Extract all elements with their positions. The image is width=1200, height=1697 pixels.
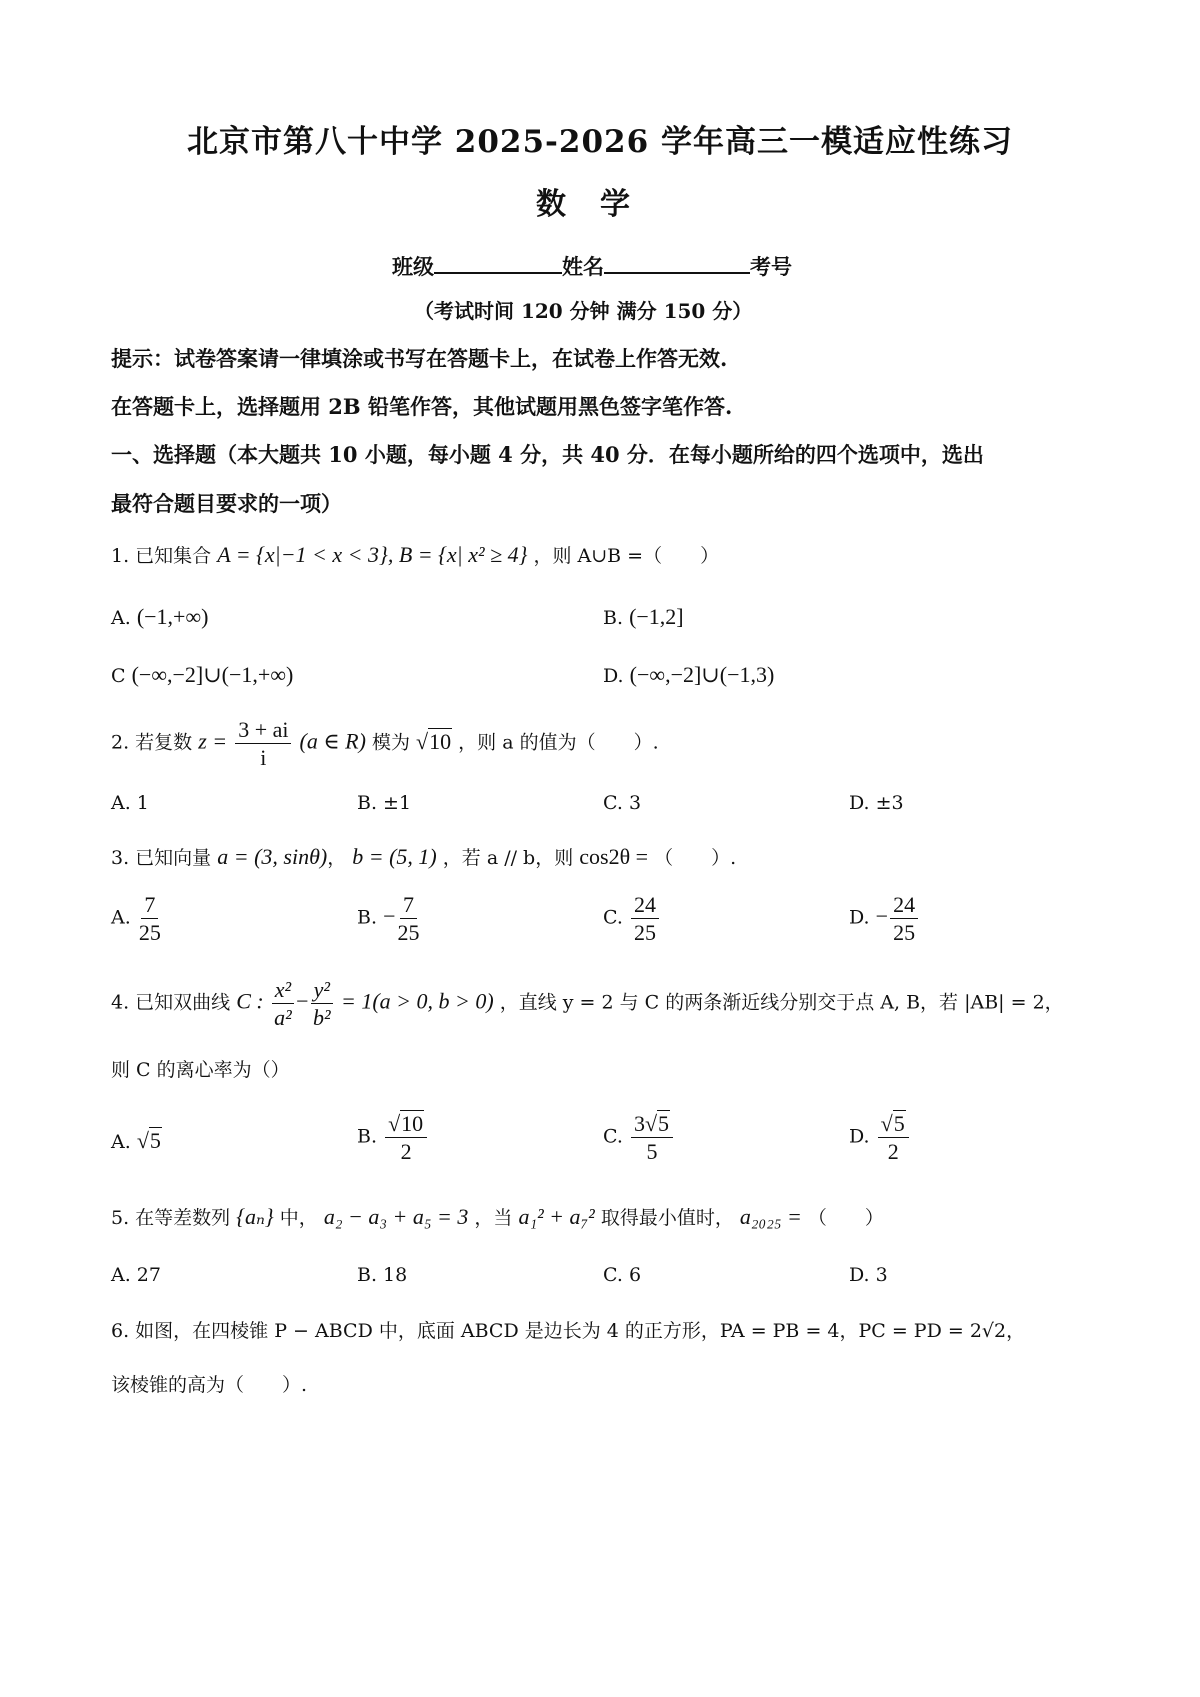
q5-suffix: （ ）	[807, 1207, 884, 1229]
q4-mid: ，直线 y = 2 与 C 的两条渐近线分别交于点 A, B，若 |AB| = 2，	[499, 991, 1064, 1014]
option-fraction	[139, 893, 161, 944]
sqrt-value: 5	[893, 1111, 905, 1136]
frac-den: 25	[893, 920, 916, 946]
frac-den: 25	[138, 920, 161, 946]
q3-option-b[interactable]	[357, 893, 421, 944]
name-blank[interactable]	[604, 250, 750, 274]
q2-mid: 模为	[371, 731, 410, 754]
notice-1: 提示：试卷答案请一律填涂或书写在答题卡上，在试卷上作答无效.	[111, 346, 728, 371]
question-4-stem-cont: 则 C 的离心率为（）	[111, 1059, 290, 1081]
question-6-stem-cont: 该棱锥的高为（ ）.	[111, 1374, 308, 1396]
option-sign: −	[875, 903, 889, 929]
question-4-stem: 4. 已知双曲线 C : $\frac{\text{x²}}{\text{a²}}$ − $\frac{\text{y²}}{\text{b²}}$ = 1(a > 0, b > 0) ，直线 y = 2 与 C 的两条渐近线分别交于点 A, B，若 |AB| = 2，	[111, 977, 1064, 1031]
q5-target: a₂₀₂₅ =	[739, 1204, 802, 1229]
q2-option-c[interactable]: C. 3	[603, 792, 642, 814]
q4-option-c[interactable]	[603, 1112, 675, 1163]
option-value: (−∞,−2]∪(−1,3)	[629, 662, 775, 687]
sqrt-value: 5	[658, 1111, 670, 1136]
q5-mid3: 取得最小值时，	[600, 1207, 734, 1229]
q4-y-den: b²	[312, 1005, 331, 1031]
option-sign: −	[383, 903, 396, 929]
q3-vector-a: a = (3, sinθ)	[217, 844, 328, 869]
q4-y-fraction	[311, 978, 333, 1029]
q4-x-den: a²	[274, 1005, 292, 1031]
exam-info: （考试时间 120 分钟 满分 150 分）	[414, 299, 753, 323]
q2-option-d[interactable]: D. ±3	[849, 792, 904, 814]
q3-cos: cos2θ =	[579, 844, 649, 869]
frac-den: 5	[646, 1139, 658, 1165]
q2-z: z =	[198, 728, 228, 754]
option-value: (−1,+∞)	[136, 604, 209, 629]
q5-option-c[interactable]: C. 6	[603, 1264, 642, 1286]
q4-prefix: 4. 已知双曲线	[111, 991, 231, 1014]
q4-x-num: x²	[272, 978, 294, 1004]
student-info-line	[392, 250, 792, 277]
q3-option-c[interactable]	[603, 893, 661, 944]
sqrt-value: 10	[401, 1111, 424, 1136]
q5-option-a[interactable]: A. 27	[111, 1264, 161, 1286]
frac-num: 7	[400, 893, 417, 919]
option-label: B.	[603, 607, 624, 629]
q4-option-a[interactable]	[111, 1130, 162, 1152]
q1-option-b[interactable]	[603, 606, 684, 628]
name-label: 姓名	[562, 254, 604, 279]
option-value: (−1,2]	[629, 604, 684, 629]
sqrt-value: 5	[149, 1128, 161, 1153]
option-fraction: $\frac{3√5}{5}$	[631, 1112, 673, 1163]
q1-sets: A = {x|−1 < x < 3}, B = {x| x² ≥ 4}	[217, 542, 528, 567]
option-label: B.	[357, 906, 378, 929]
q2-fraction	[235, 718, 291, 769]
notice-2: 在答题卡上，选择题用 2B 铅笔作答，其他试题用黑色签字笔作答.	[111, 394, 733, 419]
q1-suffix: ，则 A∪B =（ ）	[533, 545, 720, 567]
option-fraction: $\frac{√10}{2}$	[385, 1112, 427, 1163]
q1-option-c[interactable]	[111, 664, 293, 686]
exam-subject: 数学	[536, 187, 664, 222]
q1-prefix: 1. 已知集合	[111, 545, 212, 567]
q3-option-d[interactable]	[849, 893, 920, 944]
option-fraction	[631, 893, 659, 944]
q2-suffix: ，则 a 的值为（ ）.	[458, 731, 659, 754]
question-6-stem: 6. 如图，在四棱锥 P − ABCD 中，底面 ABCD 是边长为 4 的正方形，PA = PB = 4，PC = PD = 2√2，	[111, 1320, 1026, 1342]
q2-sqrt: √10	[416, 728, 452, 754]
q4-y-num: y²	[311, 978, 333, 1004]
q5-equation: a₂ − a₃ + a₅ = 3	[323, 1204, 469, 1229]
q3-mid: ，若 a // b，则	[442, 847, 574, 869]
q4-x-fraction	[272, 978, 294, 1029]
frac-coef: 3	[633, 1111, 645, 1136]
frac-den: 25	[633, 920, 656, 946]
option-label: A.	[111, 1131, 131, 1153]
option-label: D.	[603, 665, 624, 687]
q4-equation-rest: = 1(a > 0, b > 0)	[340, 988, 494, 1014]
q5-expression: a₁² + a₇²	[518, 1204, 595, 1229]
question-1-stem	[111, 544, 719, 566]
q5-option-d[interactable]: D. 3	[849, 1264, 888, 1286]
section-heading: 一、选择题（本大题共 10 小题，每小题 4 分，共 40 分．在每小题所给的四个选项中，选出	[111, 442, 984, 467]
q1-option-d[interactable]	[603, 664, 774, 686]
q4-option-d[interactable]	[849, 1112, 911, 1163]
frac-den: 2	[400, 1139, 412, 1165]
exam-title: 北京市第八十中学 2025-2026 学年高三一模适应性练习	[186, 124, 1013, 160]
option-label: A.	[111, 906, 131, 929]
class-blank[interactable]	[434, 250, 562, 274]
option-label: D.	[849, 906, 870, 929]
q2-option-a[interactable]: A. 1	[111, 792, 149, 814]
frac-num: 24	[890, 893, 918, 919]
section-heading-cont: 最符合题目要求的一项）	[111, 491, 342, 516]
q5-mid1: 中，	[279, 1207, 318, 1229]
option-fraction	[397, 893, 419, 944]
q2-condition: (a ∈ R)	[299, 728, 366, 754]
q5-mid2: ，当	[474, 1207, 513, 1229]
q2-option-b[interactable]: B. ±1	[357, 792, 412, 814]
q3-suffix: （ ）.	[654, 847, 737, 869]
q4-curve: C :	[236, 988, 264, 1014]
q5-prefix: 5. 在等差数列	[111, 1207, 231, 1229]
q4-option-b[interactable]	[357, 1112, 429, 1163]
frac-den: 25	[397, 920, 420, 946]
frac-den: 2	[887, 1139, 899, 1165]
q3-vector-b: b = (5, 1)	[352, 844, 437, 869]
option-label: D.	[849, 1125, 870, 1148]
option-value: (−∞,−2]∪(−1,+∞)	[131, 662, 294, 687]
q2-sqrt-value: 10	[429, 728, 452, 754]
q2-frac-den: i	[260, 745, 267, 771]
option-fraction: $\frac{√5}{2}$	[878, 1112, 909, 1163]
option-label: C	[111, 665, 126, 687]
exam-no-label: 考号	[750, 254, 792, 279]
option-label: C.	[603, 906, 623, 929]
question-5-stem	[111, 1206, 884, 1228]
option-fraction	[890, 893, 918, 944]
frac-num: 24	[631, 893, 659, 919]
q2-frac-num: 3 + ai	[235, 718, 291, 744]
q3-option-a[interactable]	[111, 893, 163, 944]
option-label: B.	[357, 1125, 378, 1148]
q5-sequence: {aₙ}	[236, 1204, 274, 1229]
q2-prefix: 2. 若复数	[111, 731, 193, 754]
class-label: 班级	[392, 254, 434, 279]
q1-option-a[interactable]	[111, 606, 208, 628]
option-label: C.	[603, 1125, 623, 1148]
option-sqrt: √5	[136, 1128, 161, 1153]
q3-prefix: 3. 已知向量	[111, 847, 212, 869]
q5-option-b[interactable]: B. 18	[357, 1264, 408, 1286]
frac-num: 7	[141, 893, 158, 919]
question-2-stem	[111, 718, 659, 769]
question-3-stem: 3. 已知向量 a = (3, sinθ)， b = (5, 1) ，若 a // b，则 cos2θ = （ ）.	[111, 844, 737, 869]
option-label: A.	[111, 607, 131, 629]
